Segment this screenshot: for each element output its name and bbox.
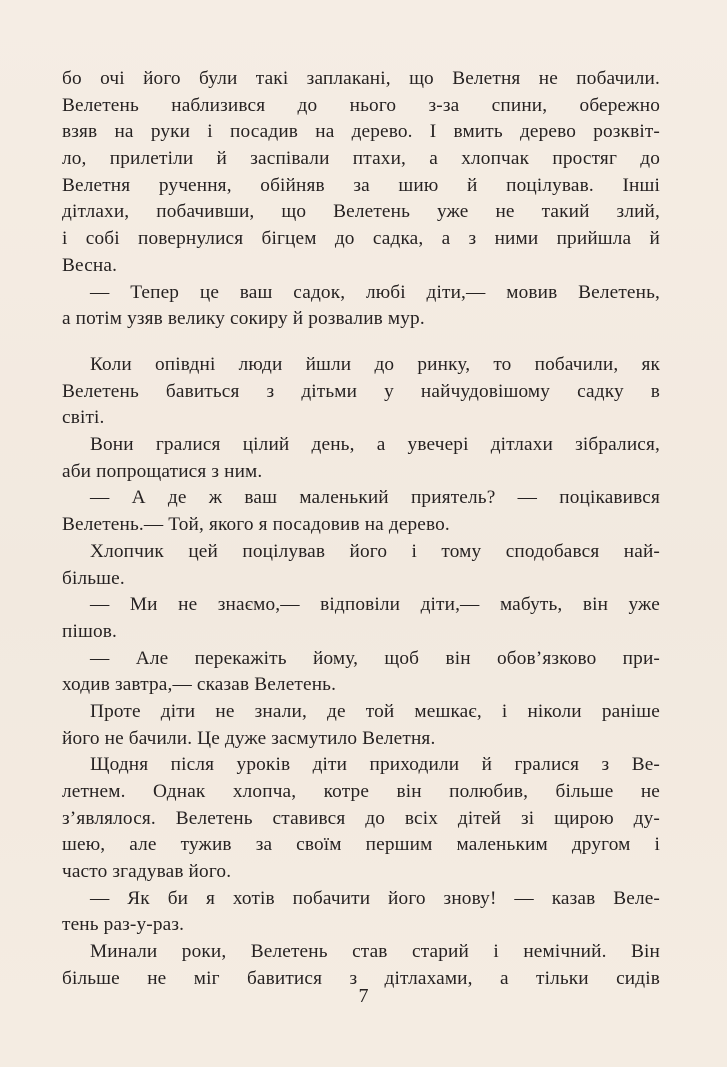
text-line: пішов. (62, 620, 117, 642)
text-line: більше. (62, 567, 125, 589)
text-line: — Але перекажіть йому, щоб він обов’язково при- (90, 647, 660, 669)
text-line: бо очі його були такі заплакані, що Велетня не побачили. (62, 68, 660, 89)
text-line: а потім узяв велику сокиру й розвалив мур. (62, 308, 425, 330)
text-line: Коли опівдні люди йшли до ринку, то побачили, як (90, 354, 660, 375)
text-line: Щодня після уроків діти приходили й гралися з Ве- (90, 754, 660, 776)
text-line: — Тепер це ваш садок, любі діти,— мовив Велетень, (90, 281, 660, 303)
text-line: його не бачили. Це дуже засмутило Велетня. (62, 727, 436, 749)
text-line: світі. (62, 407, 105, 429)
text-line: Проте діти не знали, де той мешкає, і ніколи раніше (90, 700, 660, 722)
text-line: шею, але тужив за своїм першим маленьким другом і (62, 834, 660, 856)
text-line: з’являлося. Велетень ставився до всіх дітей зі щирою ду- (62, 807, 660, 829)
text-line: — Як би я хотів побачити його знову! — казав Веле- (90, 887, 660, 909)
text-line: ло, прилетіли й заспівали птахи, а хлопчак простяг до (62, 148, 660, 170)
text-line: Весна. (62, 254, 118, 276)
text-line: летнем. Однак хлопча, котре він полюбив, більше не (62, 781, 660, 802)
text-line: Велетня ручення, обійняв за шию й поцілував. Інші (62, 174, 660, 196)
text-line: — Ми не знаємо,— відповіли діти,— мабуть, він уже (90, 594, 660, 616)
text-line: і собі повернулися бігцем до садка, а з ними прийшла й (62, 228, 660, 250)
text-line: — А де ж ваш маленький приятель? — поцікавився (90, 487, 660, 509)
text-line: часто згадував його. (62, 861, 232, 883)
text-line: Велетень бавиться з дітьми у найчудовішому садку в (62, 380, 660, 402)
text-line: Велетень наблизився до нього з-за спини, обережно (62, 94, 660, 116)
text-block-bottom (62, 352, 660, 993)
text-line: Минали роки, Велетень став старий і немічний. Він (90, 941, 660, 963)
text-line: Велетень.— Той, якого я посадовив на дерево. (62, 514, 450, 536)
text-line: ходив завтра,— сказав Велетень. (62, 674, 337, 696)
text-line: Хлопчик цей поцілував його і тому сподобався най- (90, 540, 660, 562)
text-line: аби попрощатися з ним. (62, 460, 263, 482)
text-line: дітлахи, побачивши, що Велетень уже не такий злий, (62, 201, 660, 223)
text-line: більше не міг бавитися з дітлахами, а тільки сидів (62, 967, 660, 989)
text-block-top (62, 66, 660, 333)
text-line: Вони гралися цілий день, а увечері дітлахи зібралися, (90, 434, 660, 456)
text-line: взяв на руки і посадив на дерево. І вмить дерево розквіт- (62, 121, 660, 143)
text-line: тень раз-у-раз. (62, 914, 185, 936)
page-number: 7 (358, 985, 369, 1007)
